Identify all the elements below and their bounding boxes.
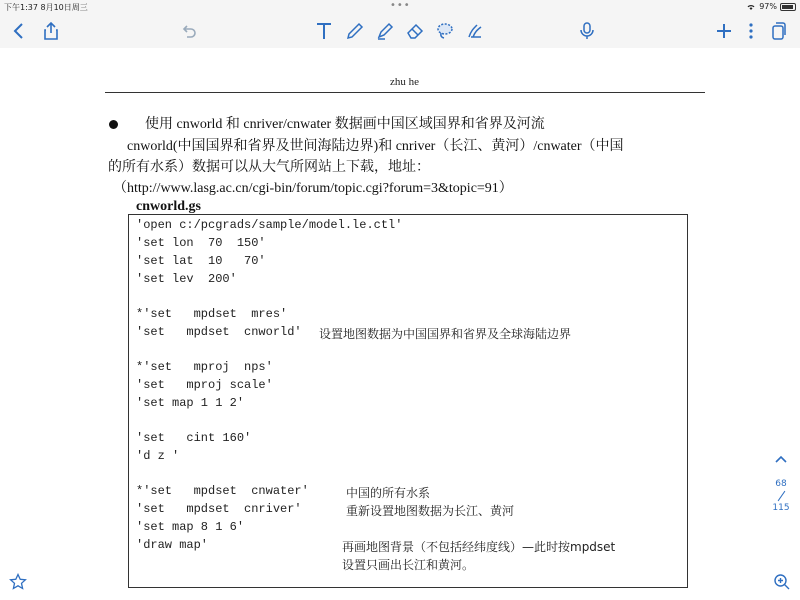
- battery-icon: [780, 3, 796, 11]
- add-icon[interactable]: [711, 18, 737, 44]
- paragraph-line-1: 使用 cnworld 和 cnriver/cnwater 数据画中国区域国界和省界及河流: [145, 117, 545, 132]
- code-line: 'set cint 160': [136, 431, 252, 445]
- code-line: 'set mpdset cnriver': [136, 502, 302, 516]
- paragraph-url-line: （http://www.lasg.ac.cn/cgi-bin/forum/topic.cgi?forum=3&topic=91）: [113, 181, 513, 196]
- code-line: 'draw map': [136, 538, 209, 552]
- code-comment-draw-map-2: 设置只画出长江和黄河。: [342, 558, 475, 572]
- status-bar: [0, 0, 800, 14]
- bullet-icon: [109, 120, 118, 129]
- paragraph-line-3: 的所有水系）数据可以从大气所网站上下载，地址：: [108, 160, 430, 175]
- current-page-number: 68: [775, 479, 787, 489]
- code-line: *'set mproj nps': [136, 360, 273, 374]
- scroll-up-icon[interactable]: [769, 447, 793, 471]
- code-comment-cnwater: 中国的所有水系: [346, 486, 431, 500]
- multitasking-dots[interactable]: •••: [390, 0, 411, 11]
- header-divider: [105, 92, 705, 93]
- total-page-count: 115: [772, 503, 790, 513]
- code-title: cnworld.gs: [136, 199, 201, 214]
- wifi-icon: [746, 3, 756, 11]
- code-line: 'set map 8 1 6': [136, 520, 245, 534]
- eraser-icon[interactable]: [402, 18, 428, 44]
- code-line: 'set mpdset cnworld': [136, 325, 302, 339]
- pages-icon[interactable]: [766, 18, 792, 44]
- code-line: *'set mpdset mres': [136, 307, 288, 321]
- status-time-date: 下午1:37 8月10日周三: [4, 3, 88, 12]
- toolbar: [0, 14, 800, 48]
- favorite-star-icon[interactable]: [6, 570, 30, 594]
- document-page[interactable]: [0, 48, 800, 600]
- code-line: 'open c:/pcgrads/sample/model.le.ctl': [136, 218, 403, 232]
- paragraph-line-2: cnworld(中国国界和省界及世间海陆边界)和 cnriver（长江、黄河）/cnwater（中国: [127, 139, 624, 154]
- code-box: [128, 214, 688, 588]
- code-line: 'set lev 200': [136, 272, 237, 286]
- page-separator: [777, 491, 785, 501]
- back-icon[interactable]: [6, 18, 32, 44]
- code-line: *'set mpdset cnwater': [136, 484, 309, 498]
- code-line: 'set map 1 1 2': [136, 396, 245, 410]
- undo-icon[interactable]: [176, 18, 202, 44]
- highlighter-icon[interactable]: [372, 18, 398, 44]
- pen-icon[interactable]: [342, 18, 368, 44]
- code-line: 'set lat 10 70': [136, 254, 266, 268]
- page-indicator[interactable]: [766, 479, 796, 513]
- code-line: 'd z ': [136, 449, 180, 463]
- code-comment-draw-map: 再画地图背景（不包括经纬度线）—此时按mpdset: [342, 540, 616, 554]
- zoom-in-icon[interactable]: [770, 570, 794, 594]
- code-line: 'set mproj scale': [136, 378, 273, 392]
- battery-percentage: 97%: [759, 2, 777, 11]
- share-icon[interactable]: [38, 18, 64, 44]
- code-line: 'set lon 70 150': [136, 236, 266, 250]
- lasso-icon[interactable]: [432, 18, 458, 44]
- status-right: [746, 2, 796, 11]
- more-tools-icon[interactable]: [462, 18, 488, 44]
- code-comment-cnworld: 设置地图数据为中国国界和省界及全球海陆边界: [319, 327, 572, 341]
- page-header: zhu he: [390, 76, 420, 88]
- code-comment-cnriver: 重新设置地图数据为长江、黄河: [346, 504, 515, 518]
- menu-icon[interactable]: [738, 18, 764, 44]
- microphone-icon[interactable]: [574, 18, 600, 44]
- text-tool-icon[interactable]: [311, 18, 337, 44]
